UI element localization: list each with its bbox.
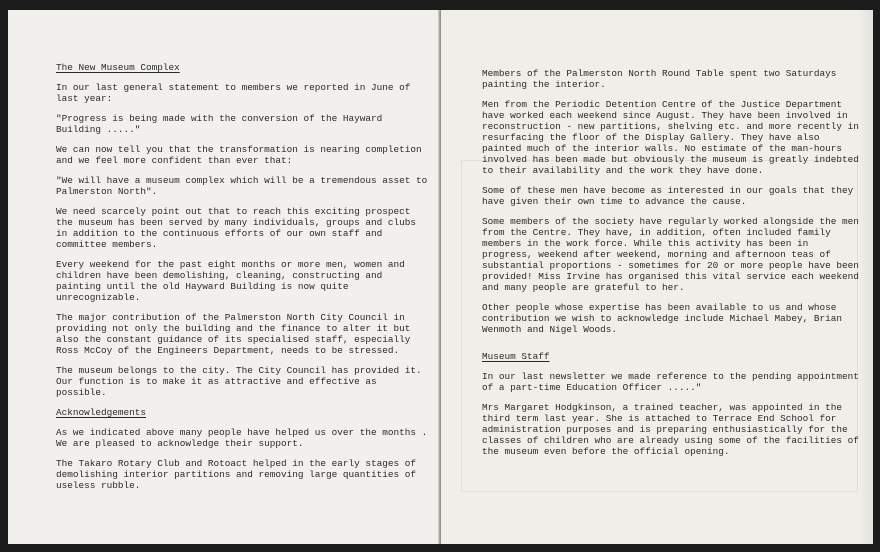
paragraph: We can now tell you that the transformation is nearing completion and we feel more confident than ever that:	[56, 144, 422, 166]
acknowledgements-heading: Acknowledgements	[56, 407, 147, 418]
paragraph: Some members of the society have regularly worked alongside the men from the Centre. They have, in addition, often included family members in the work force. While this activity has been in progress, weekend after weekend, morning and afternoon teas of substantial proportions - sometimes for 20 or more people have been provided! Miss Irvine has organised this vital service each weekend and many people are grateful to her.	[482, 216, 859, 293]
right-page	[441, 10, 873, 544]
paragraph: Mrs Margaret Hodgkinson, a trained teacher, was appointed in the third term last year. She is attached to Terrace End School for administration purposes and is preparing enthusiastically for the classes of children who are already using some of the facilities of the museum even before the official opening.	[482, 402, 859, 457]
right-text-column	[482, 68, 862, 466]
paragraph: Other people whose expertise has been available to us and whose contribution we wish to acknowledge include Michael Mabey, Brian Wenmoth and Nigel Woods.	[482, 302, 843, 335]
left-page	[8, 10, 440, 544]
paragraph: Every weekend for the past eight months or more men, women and children have been demolishing, cleaning, constructing and painting until the old Hayward Building is now quite unrecognizable.	[56, 259, 405, 303]
paragraph: The Takaro Rotary Club and Rotoact helped in the early stages of demolishing interior partitions and removing large quantities of useless rubble.	[56, 458, 417, 491]
paragraph: The major contribution of the Palmerston North City Council in providing not only the building and the finance to alter it but also the constant guidance of its specialised staff, especially Ross McCoy of the Engineers Department, needs to be stressed.	[56, 312, 411, 356]
paragraph: The museum belongs to the city. The City Council has provided it. Our function is to make it as attractive and effective as possible.	[56, 365, 422, 398]
left-text-column	[56, 62, 428, 500]
paragraph: In our last newsletter we made reference to the pending appointment of a part-time Education Officer ....."	[482, 371, 859, 393]
paragraph: Members of the Palmerston North Round Table spent two Saturdays painting the interior.	[482, 68, 837, 90]
museum-staff-heading: Museum Staff	[482, 351, 550, 362]
paragraph: "We will have a museum complex which will be a tremendous asset to Palmerston North".	[56, 175, 428, 197]
paragraph: As we indicated above many people have helped us over the months . We are pleased to acknowledge their support.	[56, 427, 428, 449]
paragraph: Men from the Periodic Detention Centre of the Justice Department have worked each weekend since August. They have been involved in reconstruction - new partitions, shelving etc. and more recently in resurfacing the floor of the Display Gallery. They have also painted much of the interior walls. No estimate of the man-hours involved has been made but obviously the museum is greatly indebted to their availability and the work they have done.	[482, 99, 859, 176]
paragraph: Some of these men have become as interested in our goals that they have given their own time to advance the cause.	[482, 185, 854, 207]
paragraph: "Progress is being made with the conversion of the Hayward Building ....."	[56, 113, 383, 135]
museum-complex-heading: The New Museum Complex	[56, 62, 180, 73]
paragraph: We need scarcely point out that to reach this exciting prospect the museum has been served by many individuals, groups and clubs in addition to the continuous efforts of our own staff and committee members.	[56, 206, 417, 250]
paragraph: In our last general statement to members we reported in June of last year:	[56, 82, 411, 104]
